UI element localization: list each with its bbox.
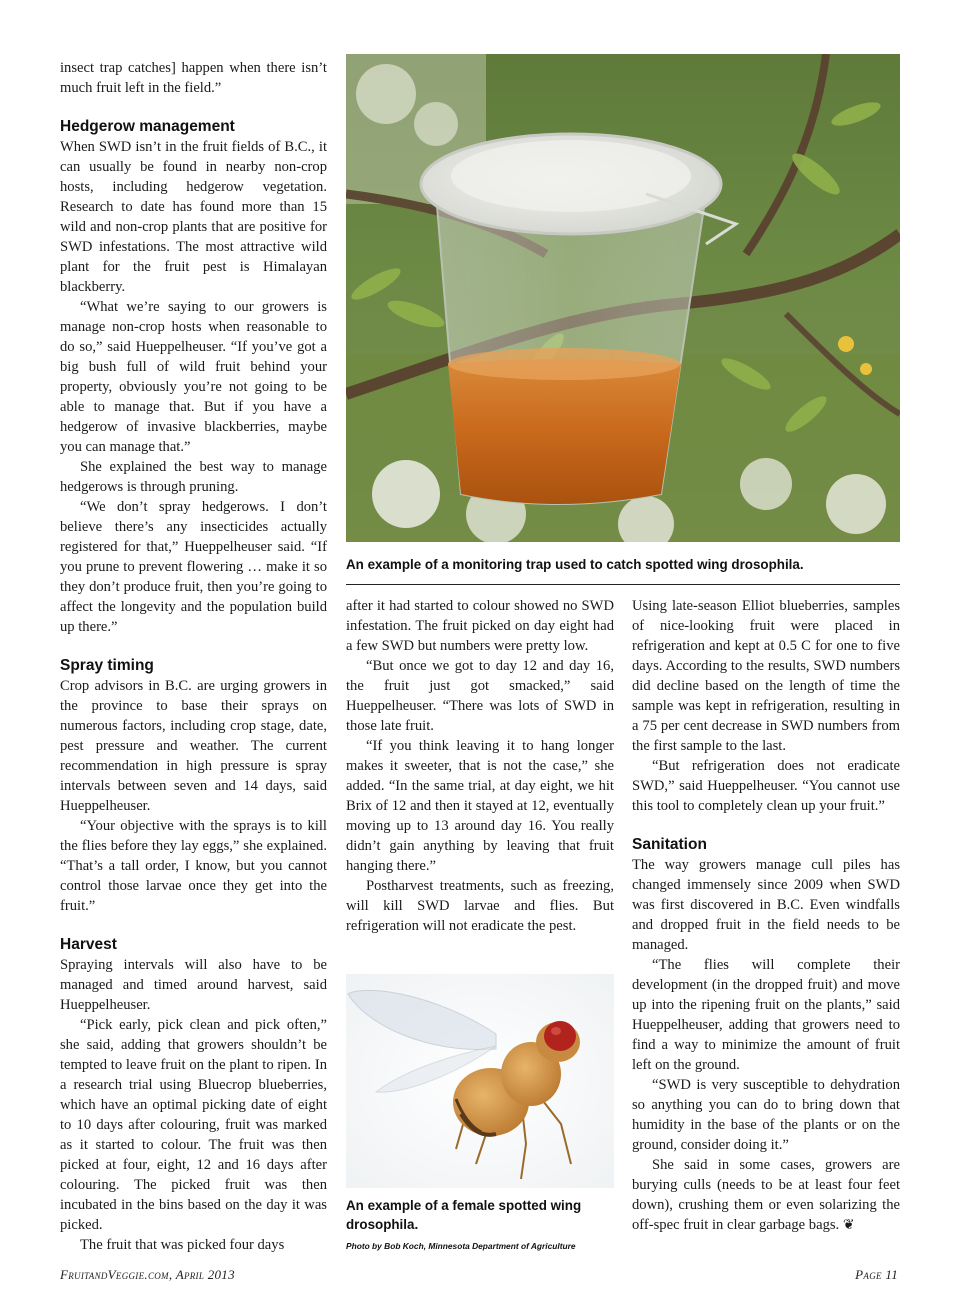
fly-photo xyxy=(346,974,614,1188)
middle-column xyxy=(346,596,614,936)
end-mark-icon: ❦ xyxy=(842,1218,855,1233)
section-heading-hedgerow: Hedgerow management xyxy=(60,118,235,135)
left-column xyxy=(60,58,327,1255)
fly-photo-caption: An example of a female spotted wing drosophila. xyxy=(346,1198,582,1232)
paragraph: “SWD is very susceptible to dehydration so anything you can do to bring down that humidity in the base of the plants or on the ground, consider doing it.” xyxy=(632,1077,900,1153)
section-heading-harvest: Harvest xyxy=(60,936,117,953)
paragraph: insect trap catches] happen when there isn’t much fruit left in the field.” xyxy=(60,60,327,96)
paragraph-text: She said in some cases, growers are burying culls (needs to be at least four feet down), crushing them or even solarizing the off-spec fruit in clear garbage bags. xyxy=(632,1157,900,1233)
trap-photo xyxy=(346,54,900,542)
paragraph: “But refrigeration does not eradicate SWD,” said Hueppelheuser. “You cannot use this tool to completely clean up your fruit.” xyxy=(632,758,900,814)
paragraph: She explained the best way to manage hedgerows is through pruning. xyxy=(60,459,327,495)
section-heading-sanitation: Sanitation xyxy=(632,836,707,853)
footer-page-number: Page 11 xyxy=(855,1267,898,1282)
paragraph: “Your objective with the sprays is to kill the flies before they lay eggs,” she explained. “That’s a tall order, I know, but you cannot control those larvae once they get into the fruit.” xyxy=(60,818,327,914)
paragraph: “What we’re saying to our growers is manage non-crop hosts when reasonable to do so,” said Hueppelheuser. “If you’ve got a big bush full of wild fruit behind your property, obviously you’re not going to be able to manage that. But if you have a hedgerow of invasive blackberries, maybe you can manage that.” xyxy=(60,299,327,455)
footer-publication: FruitandVeggie.com, April 2013 xyxy=(60,1267,235,1282)
paragraph: “The flies will complete their development (in the dropped fruit) and move up into the ripening fruit on the plants,” said Hueppelheuser, adding that growers need to find a way to minimize the amount of fruit left on the ground. xyxy=(632,957,900,1073)
paragraph xyxy=(632,1155,900,1236)
paragraph: “But once we got to day 12 and day 16, the fruit just got smacked,” said Hueppelheuser. “There was lots of SWD in those late fruit. xyxy=(346,658,614,734)
paragraph: When SWD isn’t in the fruit fields of B.C., it can usually be found in nearby non-crop hosts, including hedgerow vegetation. Research to date has found more than 15 wild and non-crop plants that are positive for SWD infestations. The most attractive wild plant for the fruit pest is Himalayan blackberry. xyxy=(60,139,327,295)
right-column xyxy=(632,596,900,1236)
paragraph: “We don’t spray hedgerows. I don’t believe there’s any insecticides actually registered for that,” Hueppelheuser said. “If you prune to prevent flowering … make it so they don’t produce fruit, then you’re going to affect the longevity and the population build up there.” xyxy=(60,499,327,635)
trap-photo-caption: An example of a monitoring trap used to catch spotted wing drosophila. xyxy=(346,557,804,572)
paragraph: after it had started to colour showed no SWD infestation. The fruit picked on day eight had a few SWD but numbers were pretty low. xyxy=(346,598,614,654)
paragraph: “If you think leaving it to hang longer makes it sweeter, that is not the case,” she added. “In the same trial, at day eight, we hit Brix of 12 and then it stayed at 12, eventually moving up to 13 around day 16. You really didn’t gain anything by leaving that fruit hanging there.” xyxy=(346,738,614,874)
paragraph: Crop advisors in B.C. are urging growers in the province to base their sprays on numerous factors, including crop stage, date, pest pressure and weather. The current recommendation in high pressure is spray intervals between seven and 14 days, said Hueppelheuser. xyxy=(60,678,327,814)
paragraph: Spraying intervals will also have to be managed and timed around harvest, said Hueppelheuser. xyxy=(60,957,327,1013)
photo-credit: Photo by Bob Koch, Minnesota Department of Agriculture xyxy=(346,1241,576,1251)
paragraph: “Pick early, pick clean and pick often,” she said, adding that growers shouldn’t be tempted to leave fruit on the plant to ripen. In a research trial using Bluecrop blueberries, which have an optimal picking date of eight to 10 days after colouring, fruit was marked as it started to colour. The fruit was then picked at four, eight, 12 and 16 days after colouring. The picked fruit was then incubated in the bins based on the day it was picked. xyxy=(60,1017,327,1233)
paragraph: Postharvest treatments, such as freezing, will kill SWD larvae and flies. But refrigeration will not eradicate the pest. xyxy=(346,878,614,934)
paragraph: The fruit that was picked four days xyxy=(80,1237,285,1253)
section-heading-spray-timing: Spray timing xyxy=(60,657,154,674)
paragraph: Using late-season Elliot blueberries, samples of nice-looking fruit were placed in refrigeration and kept at 0.5 C for one to five days. According to the results, SWD numbers did decline based on the length of time the sample was kept in refrigeration, resulting in a 75 per cent decrease in SWD numbers from the first sample to the last. xyxy=(632,598,900,754)
paragraph: The way growers manage cull piles has changed immensely since 2009 when SWD was first discovered in B.C. Even windfalls and dropped fruit in the field needs to be managed. xyxy=(632,857,900,953)
caption-divider xyxy=(346,584,900,585)
